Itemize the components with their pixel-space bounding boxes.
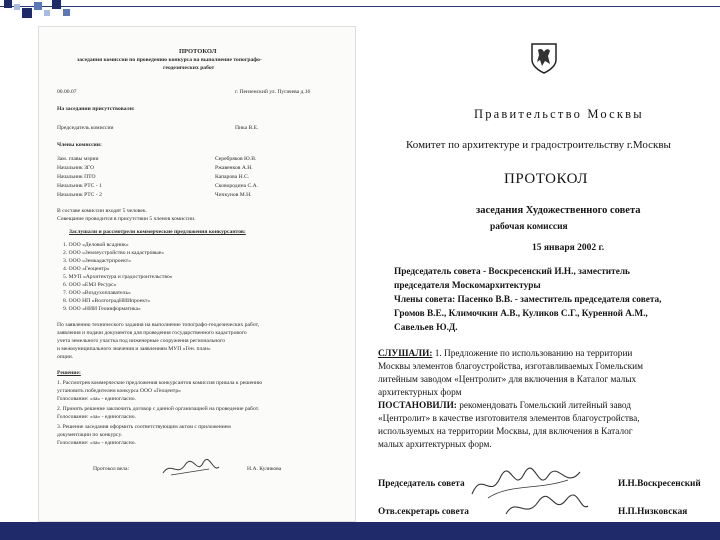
left-decision-line: 1. Рассмотрев коммерческие предложения конкурсантов комиссия пришла к решению: [57, 380, 263, 386]
left-bidder: 2. ООО «Землеустройство и кадастровые»: [63, 250, 165, 256]
decided-line: используемых на территории Москвы, для включения в Каталог: [378, 427, 633, 437]
left-date: 00.00.07: [57, 89, 77, 95]
left-signed-label: Протокол вела:: [93, 466, 129, 472]
left-member-role: Начальник ЗГО: [57, 165, 95, 171]
heard-label: СЛУШАЛИ:: [378, 349, 433, 359]
left-bidder: 9. ООО «НИИ Геоинформатика»: [63, 306, 141, 312]
left-considering-line: заявления и подачи документов для проведения государственного кадастрового: [57, 330, 247, 336]
left-bidder: 5. МУП «Архитектура и градостроительство»: [63, 274, 173, 280]
left-protocol-scan: [38, 26, 356, 522]
left-considering-line: опции.: [57, 354, 74, 360]
decor-square: [63, 9, 70, 16]
chairman-role: Председатель совета: [378, 479, 465, 489]
heard-line: Москвы элементов благоустройства, изготавливаемых Гомельским: [378, 362, 643, 372]
left-member-name: Ржавенков А.Н.: [215, 165, 253, 171]
presidium-line: Члены совета: Пасенко В.В. - заместитель председателя совета,: [394, 295, 662, 305]
left-bidder: 7. ООО «Воздухоплаватель»: [63, 290, 131, 296]
heard-line: архитектурных форм: [378, 388, 462, 398]
secretary-signature-scribble: [502, 492, 592, 522]
left-bidder: 3. ООО «Земкадастрпроект»: [63, 258, 131, 264]
left-bidder: 4. ООО «Геоцентр»: [63, 266, 110, 272]
signature-scribble: [161, 457, 221, 479]
left-reviewed: Заслушали и рассмотрели коммерческие предложения конкурсантов:: [69, 229, 246, 235]
left-considering-line: и межмуниципального значения и заявлениям МУП «Ген. план»: [57, 346, 211, 352]
left-considering-line: По заявлению технического задания на выполнение топографо-геодезических работ,: [57, 322, 259, 328]
left-place: г. Пензенский ул. Пугачева д.16: [235, 89, 311, 95]
left-decision-line: Голосование: «за» - единогласно.: [57, 440, 136, 446]
decided-text: рекомендовать Гомельский литейный завод: [456, 401, 632, 411]
presidium-line: Савельев Ю.Д.: [394, 323, 458, 333]
left-subtitle: геодезических работ: [163, 65, 215, 71]
heard-text: 1. Предложение по использованию на территории: [432, 349, 633, 359]
decided-label: ПОСТАНОВИЛИ:: [378, 401, 457, 411]
left-decision-line: установить победителем конкурса ООО «Геоцентр»: [57, 388, 181, 394]
left-chair-role: Председатель комиссии: [57, 125, 114, 131]
left-considering-line: учета земельного участка под инженерные сооружения регионального: [57, 338, 225, 344]
decor-square: [4, 0, 12, 8]
left-decision-line: Голосование: «за» - единогласно.: [57, 414, 136, 420]
left-members-heading: Члены комиссии:: [57, 142, 102, 148]
presidium-line: Громов В.Е., Климочкин А.В., Куликов С.Г., Куренной А.М.,: [394, 309, 648, 319]
decided-line: «Центролит» в качестве изготовителя элементов благоустройства,: [378, 414, 640, 424]
secretary-role: Отв.секретарь совета: [378, 507, 469, 517]
left-member-name: Серебряков Ю.В.: [215, 156, 257, 162]
left-bidder: 6. ООО «ЕМЗ Ресурс»: [63, 282, 117, 288]
work-commission-label: рабочая комиссия: [490, 222, 568, 232]
moscow-coat-of-arms-icon: [530, 42, 558, 74]
left-chair-name: Пика В.Е.: [235, 125, 259, 131]
presidium-line: председателя Москомархитектуры: [394, 281, 541, 291]
presidium-line: Председатель совета - Воскресенский И.Н., заместитель: [394, 267, 630, 277]
left-decision-line: Голосование: «за» - единогласно.: [57, 396, 136, 402]
protocol-title: ПРОТОКОЛ: [504, 171, 588, 187]
left-signed-name: Н.А. Куликова: [247, 466, 282, 472]
left-decision-heading: Решение:: [57, 370, 81, 376]
slide-top-bar: [0, 0, 720, 20]
government-heading: Правительство Москвы: [474, 107, 644, 121]
heard-line: литейным заводом «Центролит» для включения в Каталог малых: [378, 375, 637, 385]
left-bidder: 1. ООО «Деловой всадник»: [63, 242, 129, 248]
committee-heading: Комитет по архитектуре и градостроительству г.Москвы: [406, 139, 671, 151]
heard-paragraph: [378, 350, 632, 359]
left-subtitle: заседания комиссии по проведению конкурса на выполнение топографо-: [77, 57, 262, 63]
left-quorum: Совещание проводится в присутствии 5 членов комиссии.: [57, 216, 196, 222]
left-member-name: Сковородина С.А.: [215, 183, 259, 189]
left-member-role: Зам. главы мэрии: [57, 156, 99, 162]
decor-square: [34, 2, 42, 10]
left-quorum: В составе комиссии входят 5 человек.: [57, 208, 147, 214]
left-member-role: Начальник РТС - 2: [57, 192, 102, 198]
decor-square: [44, 10, 50, 16]
protocol-date: 15 января 2002 г.: [532, 243, 605, 253]
left-title: ПРОТОКОЛ: [179, 48, 217, 55]
left-decision-line: документации по конкурсу.: [57, 432, 123, 438]
decor-square: [52, 0, 61, 9]
decided-paragraph: [378, 402, 631, 411]
right-protocol-scan: [372, 24, 708, 522]
left-member-role: Начальник РТС - 1: [57, 183, 102, 189]
chairman-name: И.Н.Воскресенский: [618, 479, 701, 489]
meeting-subtitle: заседания Художественного совета: [476, 205, 641, 216]
decor-square: [22, 8, 32, 18]
left-decision-line: 3. Решение заседания оформить соответствующим актом с приложением: [57, 424, 231, 430]
decided-line: малых архитектурных форм.: [378, 440, 492, 450]
slide-bottom-bar: [0, 522, 720, 540]
secretary-name: Н.П.Низковская: [618, 507, 688, 517]
left-member-role: Начальник ПТО: [57, 174, 96, 180]
left-decision-line: 2. Принять решение заключить договор с данной организацией на проведение работ.: [57, 406, 260, 412]
left-bidder: 8. ООО НП «ВолгоградНИИпроект»: [63, 298, 151, 304]
top-divider-line: [0, 6, 720, 7]
left-member-name: Чичкунов М.Н.: [215, 192, 252, 198]
decor-square: [14, 4, 20, 10]
left-member-name: Капарова Н.С.: [215, 174, 250, 180]
left-invited: На заседании присутствовали:: [57, 106, 135, 112]
